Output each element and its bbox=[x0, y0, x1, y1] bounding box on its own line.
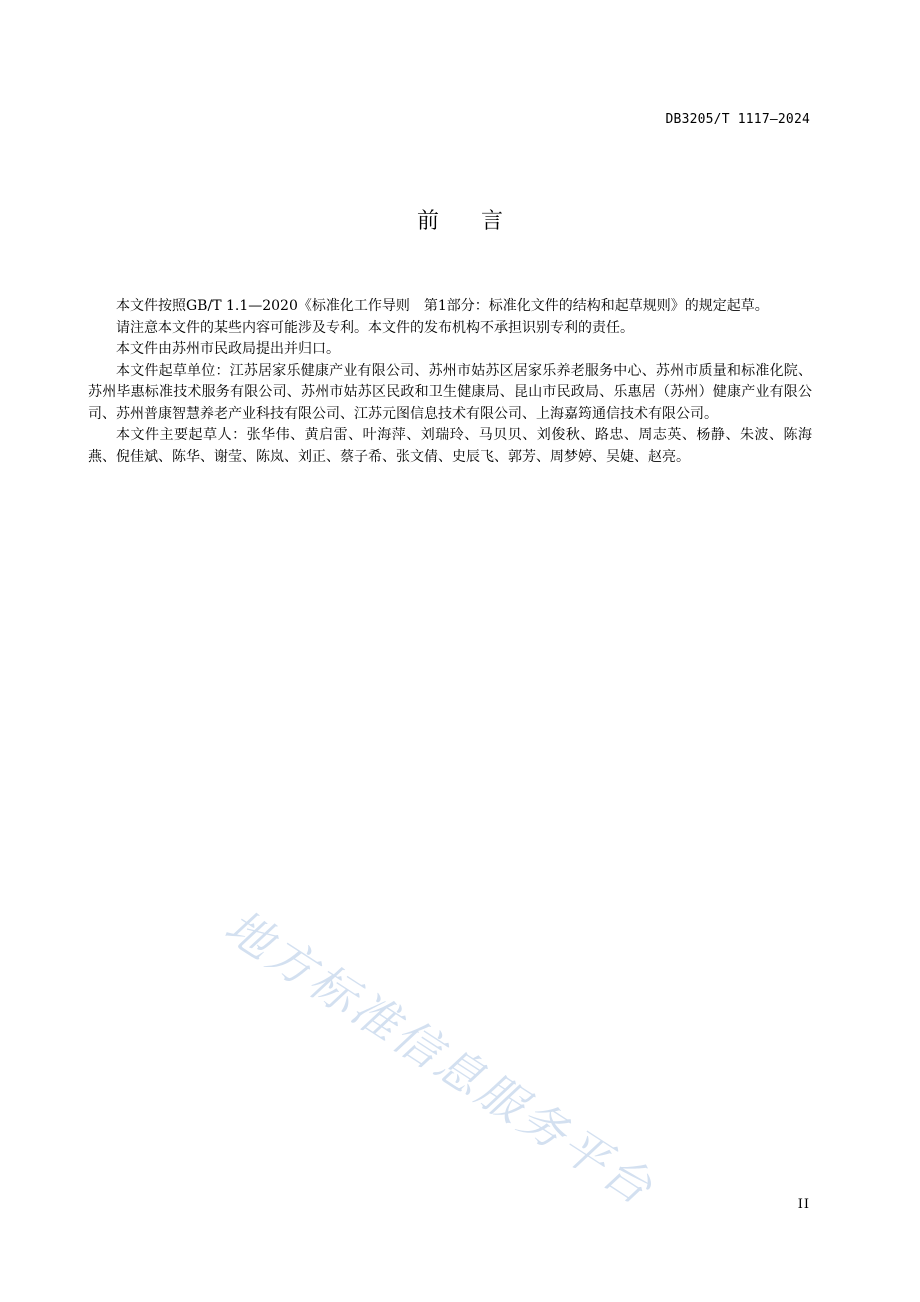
paragraph-drafting-rules: 本文件按照GB/T 1.1—2020《标准化工作导则 第1部分：标准化文件的结构和起草规则》的规定起草。 bbox=[116, 298, 769, 314]
document-code: DB3205/T 1117—2024 bbox=[665, 112, 810, 127]
paragraph-drafting-units: 本文件起草单位：江苏居家乐健康产业有限公司、苏州市姑苏区居家乐养老服务中心、苏州市质量和标准化院、苏州毕惠标准技术服务有限公司、苏州市姑苏区民政和卫生健康局、昆山市民政局、乐惠居（苏州）健康产业有限公司、苏州普康智慧养老产业科技有限公司、江苏元图信息技术有限公司、上海嘉筠通信技术有限公司。 bbox=[88, 362, 812, 422]
paragraph-drafters: 本文件主要起草人：张华伟、黄启雷、叶海萍、刘瑞玲、马贝贝、刘俊秋、路忠、周志英、杨静、朱波、陈海燕、倪佳斌、陈华、谢莹、陈岚、刘正、蔡子希、张文倩、史辰飞、郭芳、周梦婷、吴婕、赵亮。 bbox=[88, 427, 812, 465]
page-number: II bbox=[797, 1197, 810, 1212]
section-title: 前言 bbox=[416, 209, 545, 234]
watermark-text: 地方标准信息服务平台 bbox=[215, 898, 665, 1217]
preface-body bbox=[88, 296, 812, 468]
paragraph-proposer: 本文件由苏州市民政局提出并归口。 bbox=[116, 341, 340, 357]
paragraph-patent-notice: 请注意本文件的某些内容可能涉及专利。本文件的发布机构不承担识别专利的责任。 bbox=[116, 319, 634, 336]
